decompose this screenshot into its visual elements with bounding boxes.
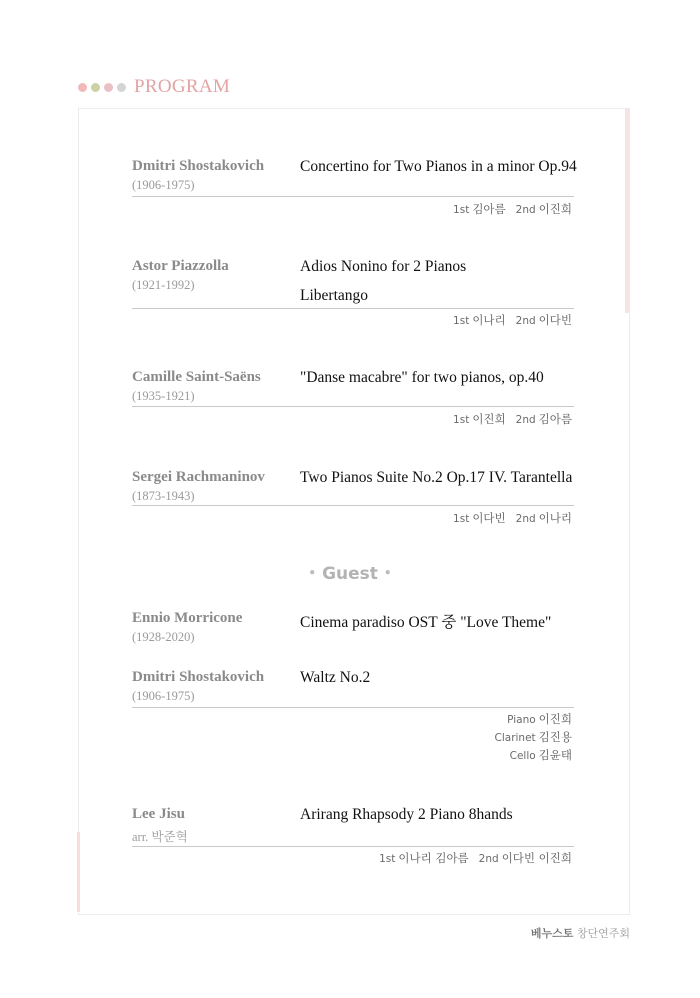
work-title: Cinema paradiso OST 중 "Love Theme" — [300, 614, 552, 631]
divider — [132, 505, 574, 506]
performers — [453, 312, 572, 328]
instrument-label: Clarinet — [494, 732, 536, 744]
arranger: arr. 박준혁 — [132, 830, 188, 844]
instrument-label: Cello — [509, 750, 536, 762]
first-label: 1st — [453, 513, 470, 525]
composer-name: Ennio Morricone — [132, 610, 243, 626]
performer-name: 김윤태 — [538, 748, 572, 762]
divider — [132, 196, 574, 197]
composer-years: (1906-1975) — [132, 689, 195, 703]
work-title: Two Pianos Suite No.2 Op.17 IV. Tarantella — [300, 469, 573, 486]
instrument-label: Piano — [507, 714, 536, 726]
header-dot-2 — [91, 83, 100, 92]
second-label: 2nd — [515, 204, 536, 216]
card-accent-right — [625, 108, 629, 313]
guest-performer-piano — [507, 711, 572, 727]
composer-name: Dmitri Shostakovich — [132, 158, 265, 174]
guest-performer-cello — [510, 747, 572, 763]
card-accent-left — [77, 832, 80, 912]
first-performers: 이나리 김아름 — [398, 851, 469, 865]
bullet-icon: • — [383, 566, 392, 580]
work-title: Concertino for Two Pianos in a minor Op.94 — [300, 158, 577, 175]
first-label: 1st — [453, 414, 470, 426]
second-label: 2nd — [515, 513, 536, 525]
program-header — [78, 76, 230, 98]
header-dot-4 — [117, 83, 126, 92]
second-label: 2nd — [515, 315, 536, 327]
performers — [379, 850, 572, 866]
page-title: PROGRAM — [134, 76, 231, 97]
second-performer: 이나리 — [538, 511, 572, 525]
first-performer: 이나리 — [472, 313, 506, 327]
guest-heading — [0, 564, 700, 584]
divider — [132, 308, 574, 309]
work-title: Adios Nonino for 2 Pianos — [300, 258, 467, 275]
second-performer: 이진희 — [538, 202, 572, 216]
bullet-icon: • — [308, 566, 317, 580]
guest-performer-clarinet — [495, 729, 572, 745]
footer-event: 창단연주회 — [576, 927, 630, 940]
performers — [453, 201, 572, 217]
divider — [132, 846, 574, 847]
guest-title: Guest — [322, 564, 378, 584]
second-label: 2nd — [515, 414, 536, 426]
second-performer: 이다빈 — [538, 313, 572, 327]
work-title: Waltz No.2 — [300, 669, 371, 686]
first-performer: 이다빈 — [472, 511, 506, 525]
header-dot-1 — [78, 83, 87, 92]
composer-name: Astor Piazzolla — [132, 258, 229, 274]
divider — [132, 707, 574, 708]
composer-name: Lee Jisu — [132, 806, 185, 822]
composer-name: Camille Saint-Saëns — [132, 369, 261, 385]
second-performer: 김아름 — [538, 412, 572, 426]
first-label: 1st — [379, 853, 396, 865]
performer-name: 이진희 — [538, 712, 572, 726]
first-label: 1st — [453, 315, 470, 327]
composer-name: Dmitri Shostakovich — [132, 669, 265, 685]
composer-name: Sergei Rachmaninov — [132, 469, 265, 485]
divider — [132, 406, 574, 407]
composer-years: (1873-1943) — [132, 489, 195, 503]
first-performer: 김아름 — [472, 202, 506, 216]
composer-years: (1928-2020) — [132, 630, 195, 644]
performers — [453, 510, 572, 526]
composer-years: (1921-1992) — [132, 278, 195, 292]
work-title: "Danse macabre" for two pianos, op.40 — [300, 369, 544, 386]
header-dot-3 — [104, 83, 113, 92]
first-performer: 이진희 — [472, 412, 506, 426]
second-performers: 이다빈 이진희 — [501, 851, 572, 865]
second-label: 2nd — [478, 853, 499, 865]
first-label: 1st — [453, 204, 470, 216]
composer-years: (1906-1975) — [132, 178, 195, 192]
work-title: Arirang Rhapsody 2 Piano 8hands — [300, 806, 513, 823]
composer-years: (1935-1921) — [132, 389, 195, 403]
performer-name: 김진용 — [538, 730, 572, 744]
footer — [531, 925, 630, 941]
performers — [453, 411, 572, 427]
work-title: Libertango — [300, 287, 369, 304]
footer-brand: 베누스토 — [530, 927, 574, 940]
